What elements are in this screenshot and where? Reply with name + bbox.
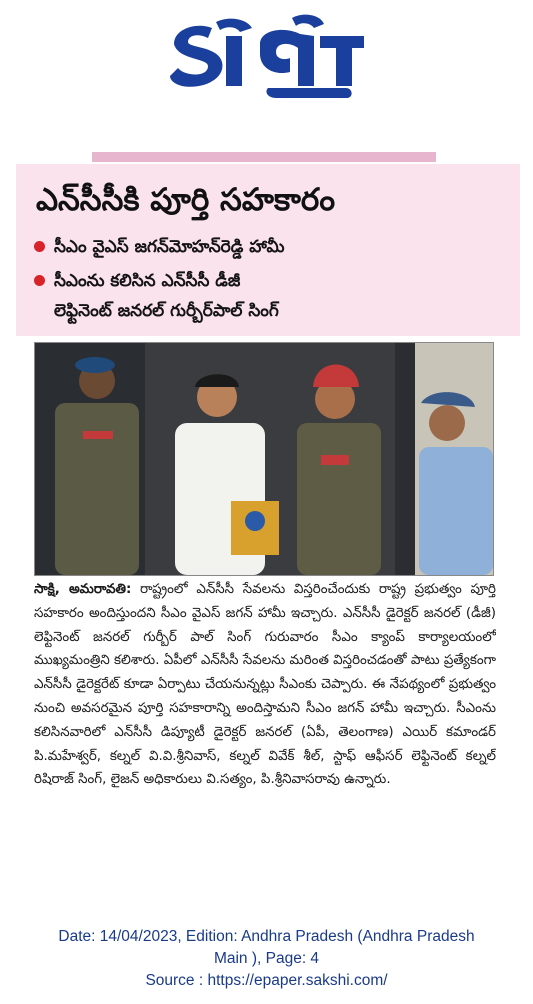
- article-body-text: రాష్ట్రంలో ఎన్‌సీసీ సేవలను విస్తరించేందుకు రాష్ట్ర ప్రభుత్వం పూర్తి సహకారం అందిస్తుందని సీఎం వైఎస్ జగన్ హామీ ఇచ్చారు. ఎన్‌సీసీ డైరెక్టర్ జనరల్ (డీజీ) లెఫ్టినెంట్ జనరల్ గుర్బీర్ పాల్ సింగ్ గురువారం సీఎం క్యాంప్ కార్యాలయంలో ముఖ్యమంత్రిని కలిశారు. ఏపీలో ఎన్‌సీసీ సేవలను మరింత విస్తరించడంతో పాటు ప్రత్యేకంగా ఎన్‌సీసీ డైరెక్టరేట్ కూడా ఏర్పాటు చేయనున్నట్లు సీఎంకు చెప్పారు. ఈ నేపథ్యంలో ప్రభుత్వం నుంచి అవసరమైన పూర్తి సహకారాన్ని అందిస్తామని సీఎం జగన్ హామీ ఇచ్చారు. సీఎంను కలిసినవారిలో ఎన్‌సీసీ డిప్యూటీ డైరెక్టర్ జనరల్ (ఏపీ, తెలంగాణ) ఎయిర్ కమాండర్ పి.మహేశ్వర్, కల్నల్ వి.వి.శ్రీనివాస్, కల్నల్ వివేక్ శీల్, స్టాఫ్ ఆఫీసర్ లెఫ్టినెంట్ కల్నల్ రిషిరాజ్ సింగ్, లైజన్ అధికారులు వి.సత్యం, పి.శ్రీనివాసరావు ఉన్నారు.: [34, 582, 496, 788]
- bullet-dot-icon: [34, 241, 45, 252]
- bullet-dot-icon: [34, 275, 45, 286]
- article-body: [34, 578, 496, 908]
- bullet-item: [34, 266, 514, 296]
- footer-source-link[interactable]: Source : https://epaper.sakshi.com/: [145, 972, 388, 989]
- bullet-text: సీఎం వైఎస్ జగన్‌మోహన్‌రెడ్డి హామీ: [54, 237, 285, 257]
- bullet-item: [34, 232, 514, 262]
- footer-page: Main ), Page: 4: [213, 950, 320, 967]
- masthead: [0, 0, 533, 110]
- sakshi-logo: [168, 14, 368, 98]
- article-headline: ఎన్‌సీసీకి పూర్తి సహకారం: [36, 182, 336, 218]
- news-photo-illustration: [35, 343, 493, 575]
- bullet-text-continuation: లెఫ్టినెంట్ జనరల్ గుర్బీర్‌పాల్ సింగ్: [54, 301, 279, 321]
- bullet-text: సీఎంను కలిసిన ఎన్‌సీసీ డీజీ: [54, 271, 241, 291]
- epaper-footer: [0, 926, 533, 1000]
- header-strip: [92, 152, 436, 162]
- news-photo: [34, 342, 494, 576]
- article-dateline: సాక్షి, అమరావతి:: [34, 582, 132, 597]
- footer-date-edition: Date: 14/04/2023, Edition: Andhra Pradesh (Andhra Pradesh: [58, 928, 475, 945]
